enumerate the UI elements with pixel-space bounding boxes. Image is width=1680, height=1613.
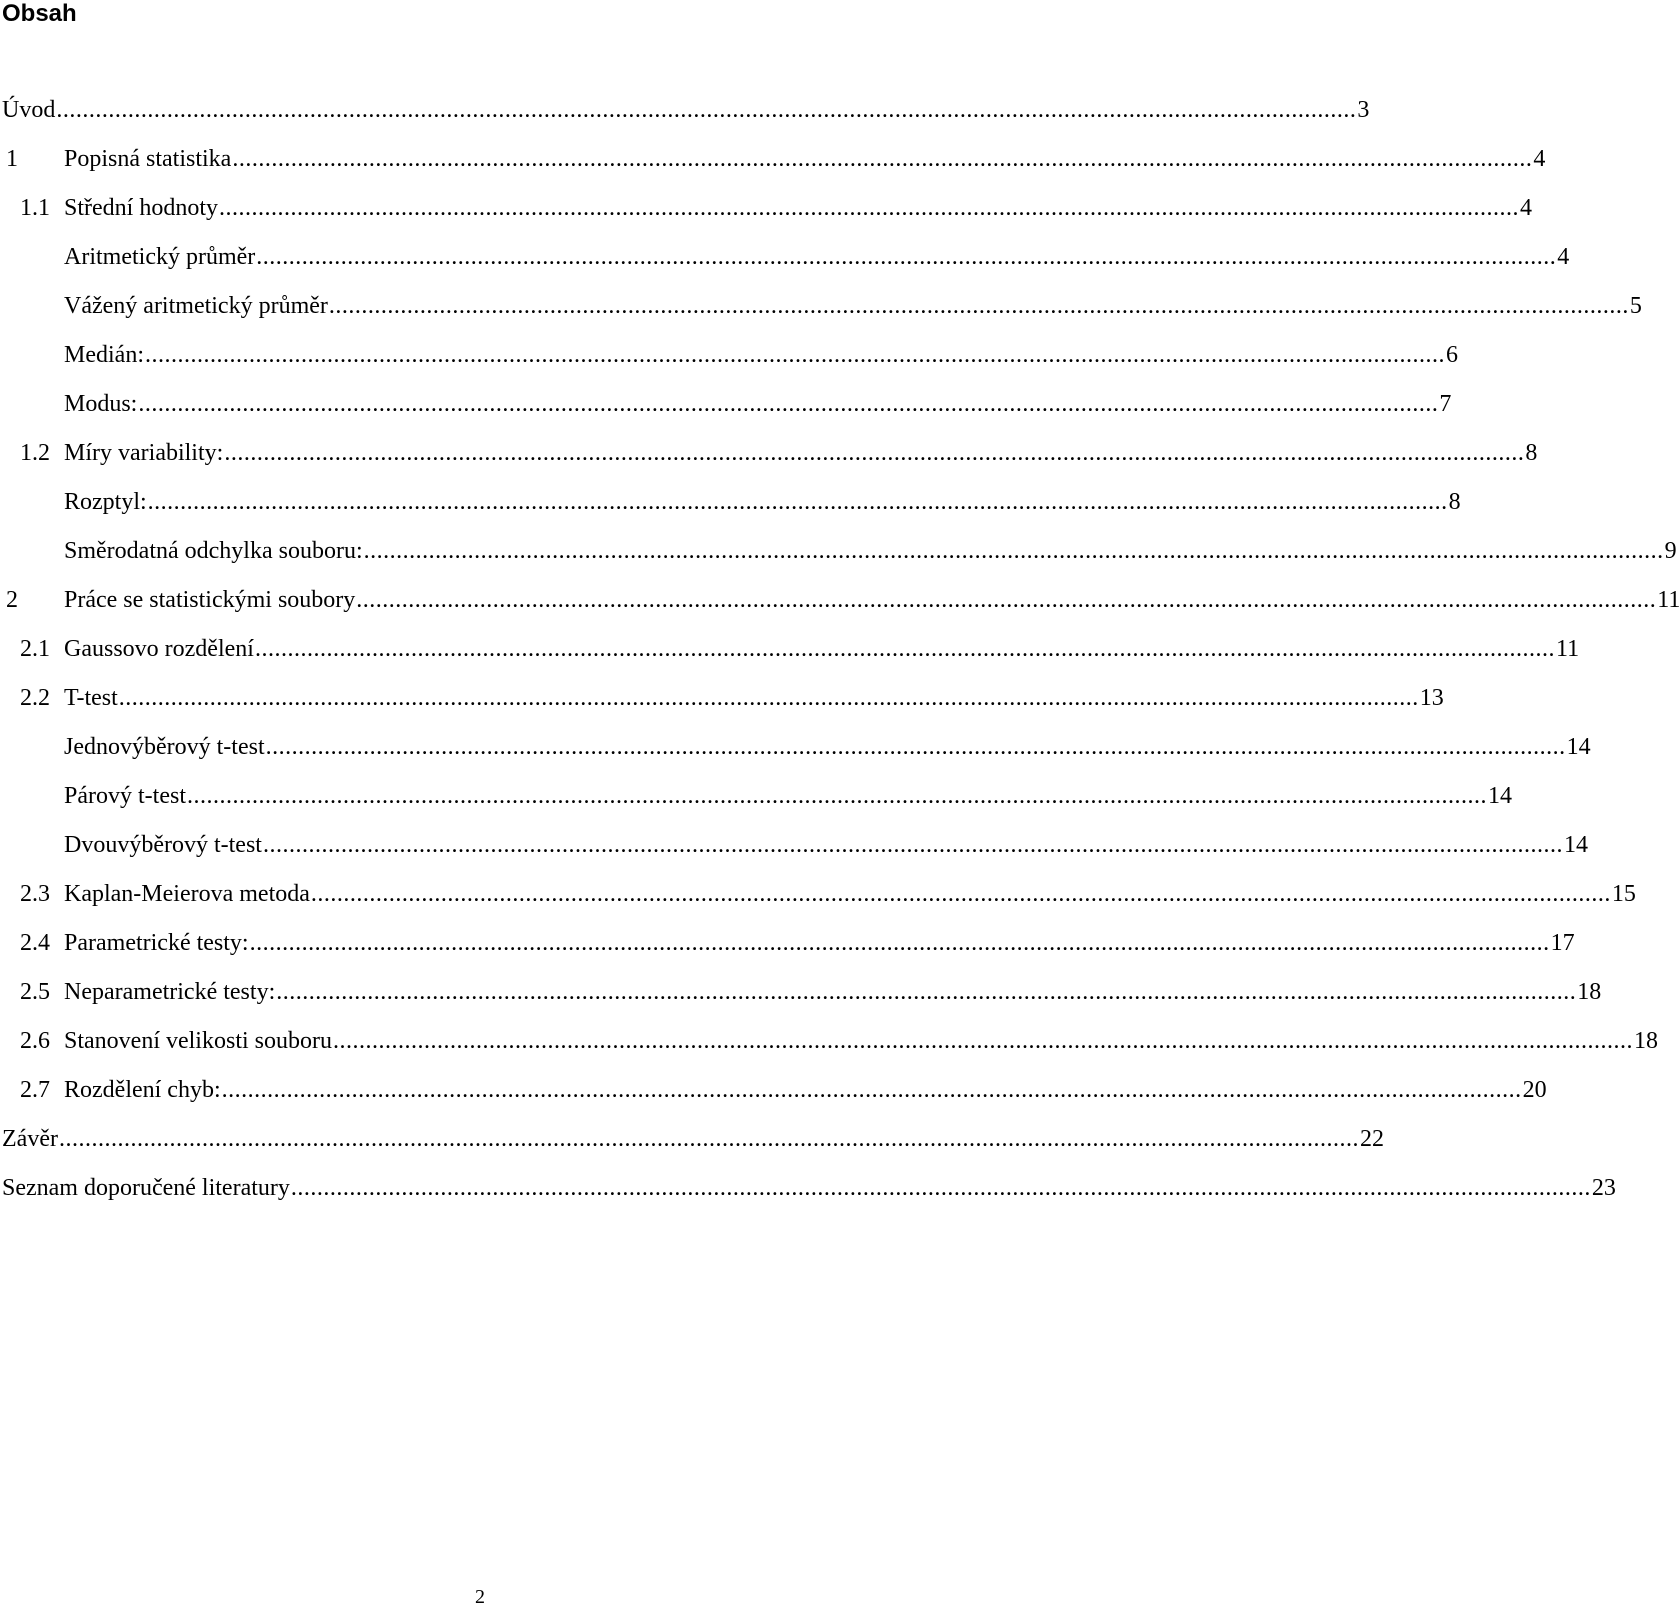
dot-leader: ........................................................................................................................................................................................................ (221, 1077, 1522, 1103)
entry-title: Kaplan-Meierova metoda (64, 881, 310, 907)
toc-entry-smerodatna-odchylka[interactable] (64, 536, 1677, 566)
dot-leader: ........................................................................................................................................................................................................ (58, 1126, 1359, 1152)
entry-number: 2.7 (20, 1077, 50, 1103)
dot-leader: ........................................................................................................................................................................................................ (118, 685, 1419, 711)
entry-number: 1.1 (20, 195, 50, 221)
dot-leader: ........................................................................................................................................................................................................ (363, 538, 1664, 564)
entry-title: Popisná statistika (64, 146, 232, 172)
entry-title: T-test (64, 685, 118, 711)
toc-entry-modus[interactable] (64, 389, 1452, 419)
entry-page: 8 (1525, 440, 1538, 466)
entry-title: Neparametrické testy: (64, 979, 276, 1005)
dot-leader: ........................................................................................................................................................................................................ (56, 97, 1357, 123)
entry-title: Gaussovo rozdělení (64, 636, 254, 662)
entry-page: 14 (1487, 783, 1512, 809)
entry-number: 2.1 (20, 636, 50, 662)
dot-leader: ........................................................................................................................................................................................................ (265, 734, 1566, 760)
entry-page: 13 (1419, 685, 1444, 711)
entry-title: Úvod (2, 97, 56, 123)
dot-leader: ........................................................................................................................................................................................................ (332, 1028, 1633, 1054)
dot-leader: ........................................................................................................................................................................................................ (138, 391, 1439, 417)
dot-leader: ........................................................................................................................................................................................................ (232, 146, 1533, 172)
entry-title: Vážený aritmetický průměr (64, 293, 328, 319)
entry-page: 22 (1359, 1126, 1384, 1152)
entry-page: 4 (1520, 195, 1532, 221)
entry-title: Rozptyl: (64, 489, 147, 515)
entry-page: 8 (1448, 489, 1461, 515)
entry-page: 11 (1555, 636, 1580, 662)
toc-heading: Obsah (2, 0, 77, 27)
entry-page: 5 (1629, 293, 1642, 319)
toc-entry-jednovyberovy-t-test[interactable] (64, 732, 1591, 762)
entry-title: Seznam doporučené literatury (2, 1175, 290, 1201)
entry-page: 11 (1657, 587, 1680, 613)
dot-leader: ........................................................................................................................................................................................................ (310, 881, 1611, 907)
entry-page: 14 (1566, 734, 1591, 760)
dot-leader: ........................................................................................................................................................................................................ (328, 293, 1629, 319)
dot-leader: ........................................................................................................................................................................................................ (262, 832, 1563, 858)
toc-entry-zaver[interactable] (2, 1124, 1384, 1154)
entry-page: 14 (1563, 832, 1588, 858)
entry-title: Modus: (64, 391, 138, 417)
entry-page: 23 (1591, 1175, 1616, 1201)
entry-page: 3 (1357, 97, 1370, 123)
entry-title: Aritmetický průměr (64, 244, 256, 270)
toc-entry-1-1[interactable] (20, 193, 1532, 223)
entry-page: 4 (1533, 146, 1546, 172)
toc-entry-2-1[interactable] (20, 634, 1580, 664)
entry-title: Medián: (64, 342, 144, 368)
toc-entry-rozptyl[interactable] (64, 487, 1461, 517)
dot-leader: ........................................................................................................................................................................................................ (144, 342, 1445, 368)
dot-leader: ........................................................................................................................................................................................................ (147, 489, 1448, 515)
toc-entry-2-4[interactable] (20, 928, 1575, 958)
toc-entry-parovy-t-test[interactable] (64, 781, 1512, 811)
toc-entry-literatura[interactable] (2, 1173, 1616, 1203)
toc-entry-2-6[interactable] (20, 1026, 1658, 1056)
entry-title: Stanovení velikosti souboru (64, 1028, 332, 1054)
entry-title: Parametrické testy: (64, 930, 249, 956)
toc-entry-2-3[interactable] (20, 879, 1636, 909)
toc-entry-1-2[interactable] (20, 438, 1538, 468)
entry-number: 2.5 (20, 979, 50, 1005)
entry-page: 18 (1633, 1028, 1658, 1054)
entry-page: 4 (1557, 244, 1570, 270)
entry-page: 17 (1550, 930, 1575, 956)
entry-number: 1 (6, 146, 18, 172)
entry-title: Dvouvýběrový t-test (64, 832, 262, 858)
entry-number: 2 (6, 587, 18, 613)
toc-entry-2[interactable] (6, 585, 1680, 615)
toc-entry-2-7[interactable] (20, 1075, 1547, 1105)
entry-number: 2.3 (20, 881, 50, 907)
toc-entry-dvouvyberovy-t-test[interactable] (64, 830, 1588, 860)
entry-title: Směrodatná odchylka souboru: (64, 538, 363, 564)
toc-entry-2-5[interactable] (20, 977, 1602, 1007)
entry-title: Párový t-test (64, 783, 186, 809)
entry-number: 1.2 (20, 440, 50, 466)
toc-entry-2-2[interactable] (20, 683, 1444, 713)
entry-page: 20 (1522, 1077, 1547, 1103)
dot-leader: ........................................................................................................................................................................................................ (249, 930, 1550, 956)
dot-leader: ........................................................................................................................................................................................................ (290, 1175, 1591, 1201)
dot-leader: ........................................................................................................................................................................................................ (276, 979, 1577, 1005)
dot-leader: ........................................................................................................................................................................................................ (219, 195, 1519, 221)
dot-leader: ........................................................................................................................................................................................................ (356, 587, 1657, 613)
page-number: 2 (475, 1586, 485, 1608)
toc-entry-1[interactable] (6, 144, 1546, 174)
entry-title: Závěr (2, 1126, 58, 1152)
toc-entry-aritmeticky-prumer[interactable] (64, 242, 1570, 272)
entry-title: Míry variability: (64, 440, 224, 466)
entry-page: 9 (1664, 538, 1677, 564)
entry-number: 2.6 (20, 1028, 50, 1054)
entry-page: 18 (1577, 979, 1602, 1005)
entry-title: Střední hodnoty (64, 195, 218, 221)
entry-title: Práce se statistickými soubory (64, 587, 356, 613)
toc-entry-median[interactable] (64, 340, 1458, 370)
dot-leader: ........................................................................................................................................................................................................ (224, 440, 1525, 466)
toc-entry-uvod[interactable] (2, 95, 1370, 125)
entry-title: Rozdělení chyb: (64, 1077, 221, 1103)
entry-page: 6 (1445, 342, 1458, 368)
entry-number: 2.2 (20, 685, 50, 711)
entry-title: Jednovýběrový t-test (64, 734, 265, 760)
dot-leader: ........................................................................................................................................................................................................ (256, 244, 1557, 270)
dot-leader: ........................................................................................................................................................................................................ (186, 783, 1487, 809)
entry-number: 2.4 (20, 930, 50, 956)
entry-page: 15 (1611, 881, 1636, 907)
entry-page: 7 (1439, 391, 1452, 417)
toc-entry-vazeny-prumer[interactable] (64, 291, 1642, 321)
dot-leader: ........................................................................................................................................................................................................ (254, 636, 1555, 662)
